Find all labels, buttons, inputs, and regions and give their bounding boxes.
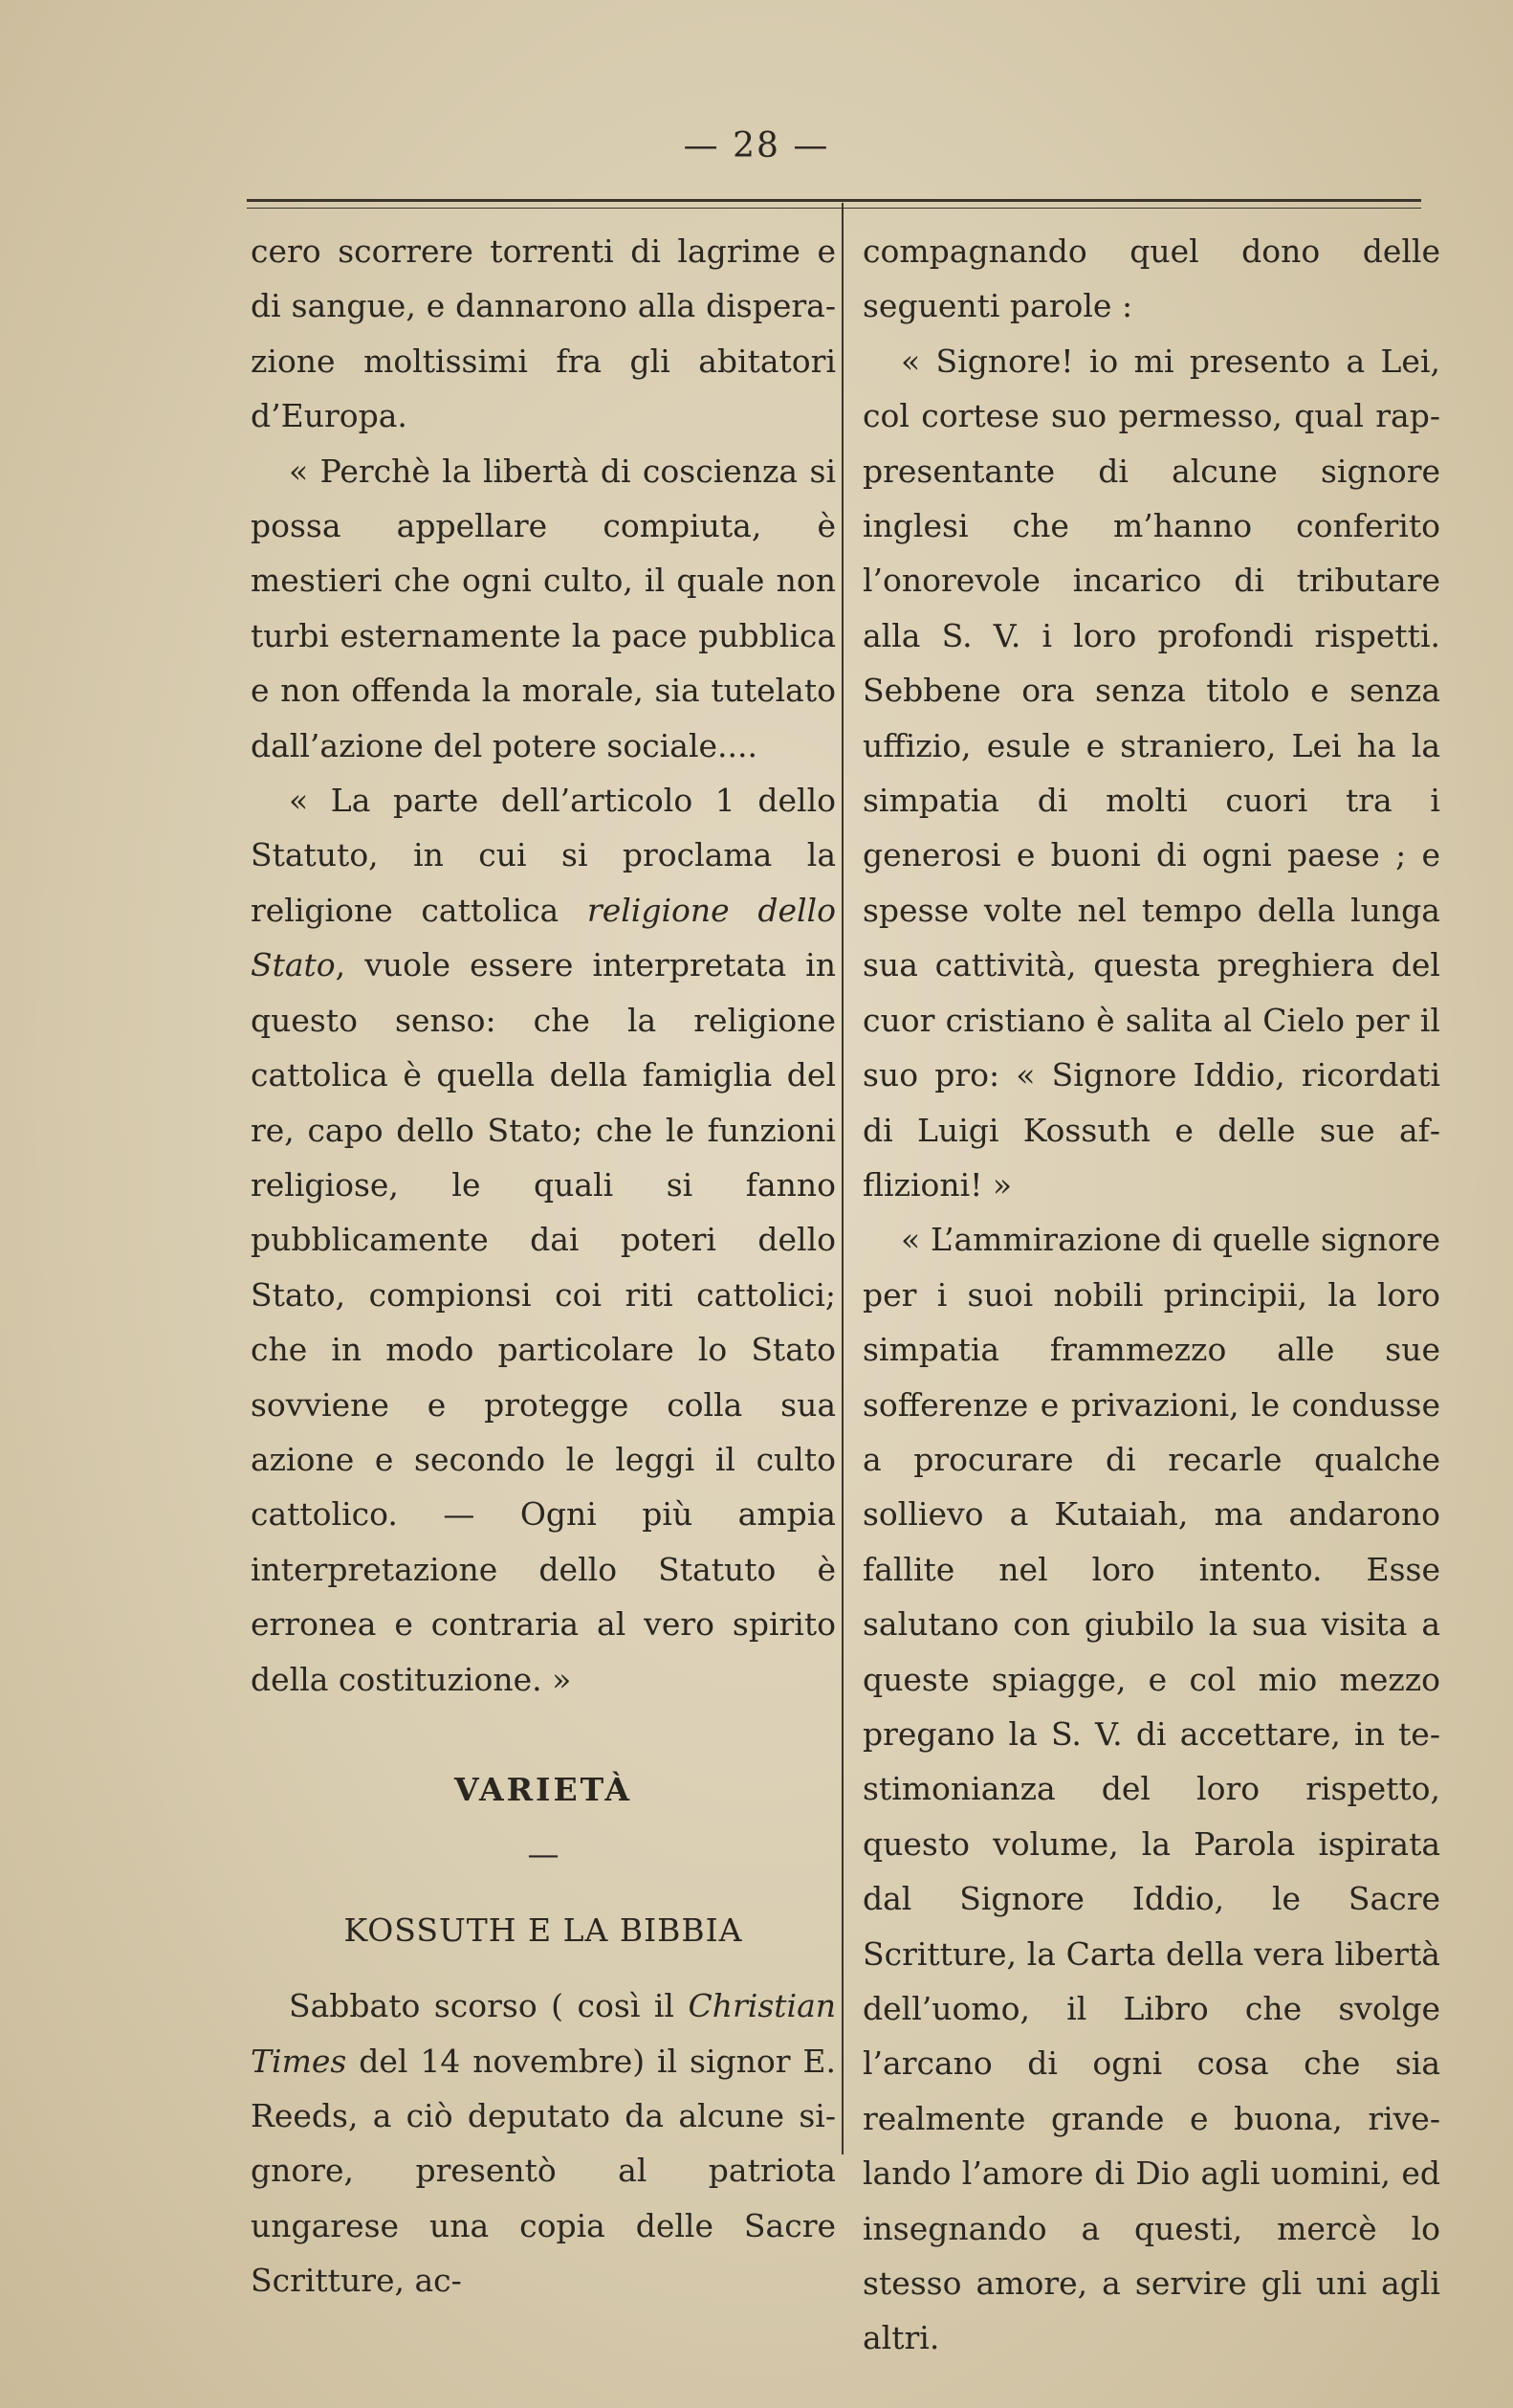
text-run: « La parte dell’articolo 1 dello Statuto, in cui si proclama la religione cattolica: [251, 782, 836, 929]
paragraph: « L’ammirazione di quelle signore per i suoi nobili principii, la loro simpatia frammezzo alle sue sofferenze e privazioni, le condusse a procurare di recarle qualche sollievo a Kutaiah, ma andarono fallite nel loro intento. Esse salutano con giubilo la sua visita a queste spiagge, e col mio mezzo pregano la S. V. di accettare, in testimonianza del loro rispetto, questo volume, la Parola ispirata dal Signore Iddio, le Sacre Scritture, la Carta della vera libertà dell’uomo, il Libro che svolge l’arcano di ogni cosa che sia realmente grande e buona, rivelando l’amore di Dio agli uomini, ed insegnando a questi, mercè lo stesso amore, a servire gli uni agli altri.: [863, 1221, 1440, 2357]
paragraph: compagnando quel dono delle seguenti parole :: [863, 232, 1440, 325]
text-run: del 14 novembre) il signor E. Reeds, a ciò deputato da alcune signore, presentò al patriota ungarese una copia delle Sacre Scritture, ac-: [251, 2042, 836, 2300]
header-rule: [247, 199, 1421, 209]
italic-text: Christian Times: [251, 1987, 836, 2080]
article-title: KOSSUTH E LA BIBBIA: [343, 1911, 743, 1949]
italic-text: religione dello Stato: [251, 891, 836, 984]
page-number: — 28 —: [683, 126, 830, 166]
paragraph: [251, 773, 836, 1707]
section-heading: VARIETÀ: [453, 1770, 633, 1808]
text-run: , vuole essere interpretata in questo senso: che la religione cattolica è quella della famiglia del re, capo dello Stato; che le funzioni religiose, le quali si fanno pubblicamente dai poteri dello Stato, compionsi coi riti cattolici; che in modo particolare lo Stato sovviene e protegge colla sua azione e secondo le leggi il culto cattolico. — Ogni più ampia interpretazione dello Statuto è erronea e contraria al vero spirito della costituzione. »: [251, 946, 836, 1698]
paragraph: « Signore! io mi presento a Lei, col cortese suo permesso, qual rappresentante di alcune signore inglesi che m’hanno conferito l’onorevole incarico di tributare alla S. V. i loro profondi rispetti. Sebbene ora senza titolo e senza uffizio, esule e straniero, Lei ha la simpatia di molti cuori tra i generosi e buoni di ogni paese ; e spesse volte nel tempo della lunga sua cattività, questa preghiera del cuor cristiano è salita al Cielo per il suo pro: « Signore Iddio, ricordati di Luigi Kossuth e delle sue afflizioni! »: [863, 342, 1440, 1204]
paragraph: cero scorrere torrenti di lagrime e di sangue, e dannarono alla disperazione moltissimi fra gli abitatori d’Europa.: [251, 232, 836, 435]
section-dash: —: [527, 1835, 559, 1873]
left-column: [251, 224, 836, 2309]
text-run: Sabbato scorso ( così il: [289, 1987, 689, 2025]
paragraph: [251, 1978, 836, 2308]
paragraph: « Perchè la libertà di coscienza si possa appellare compiuta, è mestieri che ogni culto, il quale non turbi esternamente la pace pubblica e non offenda la morale, sia tutelato dall’azione del potere sociale....: [251, 452, 836, 764]
right-column: [863, 224, 1440, 2366]
column-divider: [842, 203, 844, 2154]
